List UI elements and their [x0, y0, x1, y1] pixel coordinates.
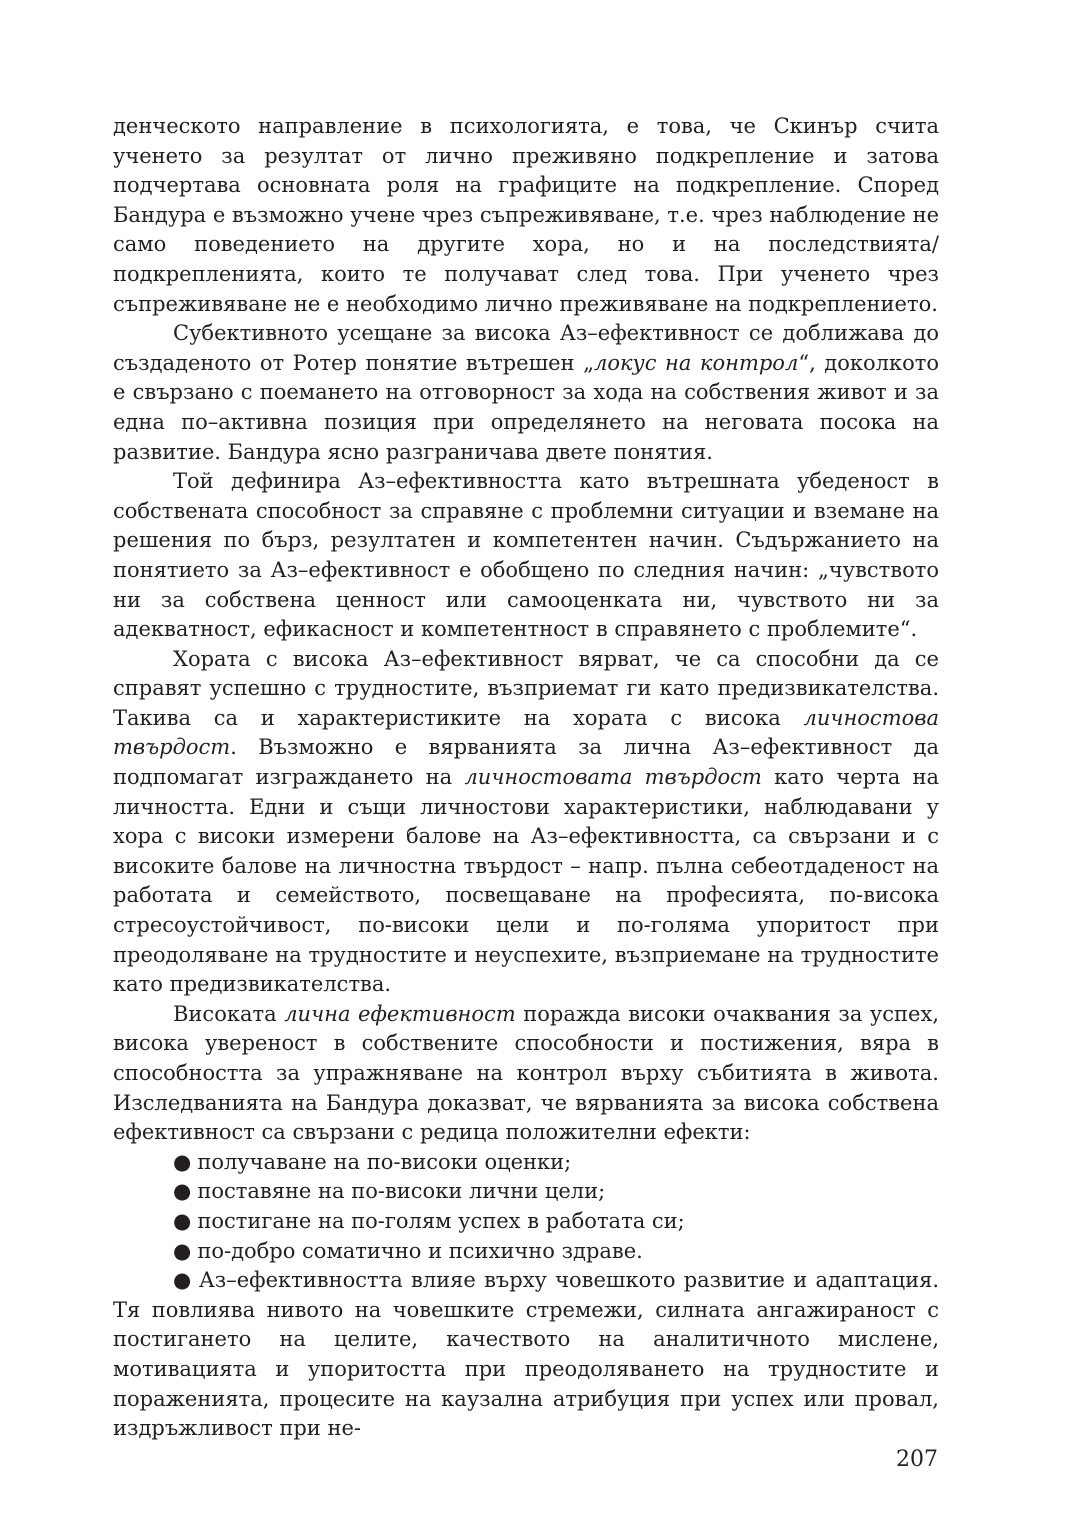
text-run: Високата: [173, 1001, 285, 1026]
paragraph: [113, 467, 939, 645]
bullet-item: [173, 1237, 939, 1267]
paragraph: [113, 645, 939, 1000]
text-run: Хората с висока Аз–ефективност вярват, че са способни да се справят успешно с трудностите, възприемат ги като предизвикателства. Такива са и характеристиките на хората с висока: [113, 646, 939, 730]
bullet-list: [113, 1148, 939, 1266]
bullet-marker: ●: [173, 1179, 192, 1204]
text-run: денческото направление в психологията, е това, че Скинър счита ученето за резултат от лично преживяно подкрепление и затова подчертава основната роля на графиците на подкрепление. Според Бандура е възможно учене чрез съпреживяване, т.е. чрез наблюдение не само поведението на другите хора, но и на последствията/подкрепленията, които те получават след това. При ученето чрез съпреживяване не е необходимо лично преживяване на подкреплението.: [113, 114, 939, 316]
final-paragraph: [113, 1266, 939, 1444]
bullet-item: [173, 1148, 939, 1178]
bullet-marker: ●: [173, 1238, 192, 1263]
bullet-marker: ●: [173, 1208, 192, 1233]
bullet-text: получаване на по-високи оценки;: [197, 1149, 572, 1174]
body-text: [113, 112, 939, 1444]
text-run: Той дефинира Аз–ефективността като вътрешната убеденост в собствената способност за справяне с проблемни ситуации и вземане на решения по бърз, резултатен и компетентен начин. Съдържанието на понятието за Аз–ефективност е обобщено по следния начин: „чувството ни за собствена ценност или самооценката ни, чувството ни за адекватност, ефикасност и компетентност в справянето с проблемите“.: [113, 469, 939, 642]
italic-term: лична ефективност: [284, 1001, 516, 1026]
text-run: Субективното усещане за висока Аз–ефективност се доближава до създаденото от Ротер понятие вътрешен „: [113, 321, 939, 375]
bullet-item: [173, 1207, 939, 1237]
bullet-marker: ●: [173, 1149, 192, 1174]
paragraph: [113, 112, 939, 319]
final-paragraph-text: Аз–ефективността влияе върху човешкото развитие и адаптация. Тя повлиява нивото на човешките стремежи, силната ангажираност с постигането на целите, качеството на аналитичното мислене, мотивацията и упоритостта при преодоляването на трудностите и пораженията, процесите на каузална атрибуция при успех или провал, издръжливост при не-: [113, 1268, 939, 1441]
bullet-marker: ●: [173, 1268, 193, 1293]
page-number: 207: [896, 1447, 938, 1472]
bullet-text: поставяне на по-високи лични цели;: [197, 1179, 606, 1204]
bullet-item: [173, 1177, 939, 1207]
bullet-text: по-добро соматично и психично здраве.: [197, 1238, 643, 1263]
text-run: “, доколкото е свързано с поемането на отговорност за хода на собствения живот и за една по–активна позиция при определянето на неговата посока на развитие. Бандура ясно разграничава двете понятия.: [113, 350, 939, 464]
bullet-text: постигане на по-голям успех в работата си;: [197, 1208, 685, 1233]
paragraph-list: [113, 112, 939, 1148]
paragraph: [113, 1000, 939, 1148]
italic-term: локус на контрол: [593, 350, 799, 375]
italic-term: личностовата твърдост: [464, 765, 762, 790]
text-run: . Възможно е вярванията за лична Аз–ефективност да подпомагат изграждането на: [113, 735, 939, 790]
text-run: като черта на личността. Едни и същи личностови характеристики, наблюдавани у хора с високи измерени балове на Аз–ефективността, са свързани и с високите балове на личностна твърдост – напр. пълна себеотдаденост на работата и семейството, посвещаване на професията, по-висока стресоустойчивост, по-високи цели и по-голяма упоритост при преодоляване на трудностите и неуспехите, възприемане на трудностите като предизвикателства.: [113, 765, 940, 997]
paragraph: [113, 319, 939, 467]
text-run: поражда високи очаквания за успех, висока увереност в собствените способности и постижения, вяра в способността за упражняване на контрол върху събитията в живота. Изследванията на Бандура доказват, че вярванията за висока собствена ефективност са свързани с редица положителни ефекти:: [113, 1001, 939, 1145]
italic-term: личностова твърдост: [113, 705, 939, 760]
